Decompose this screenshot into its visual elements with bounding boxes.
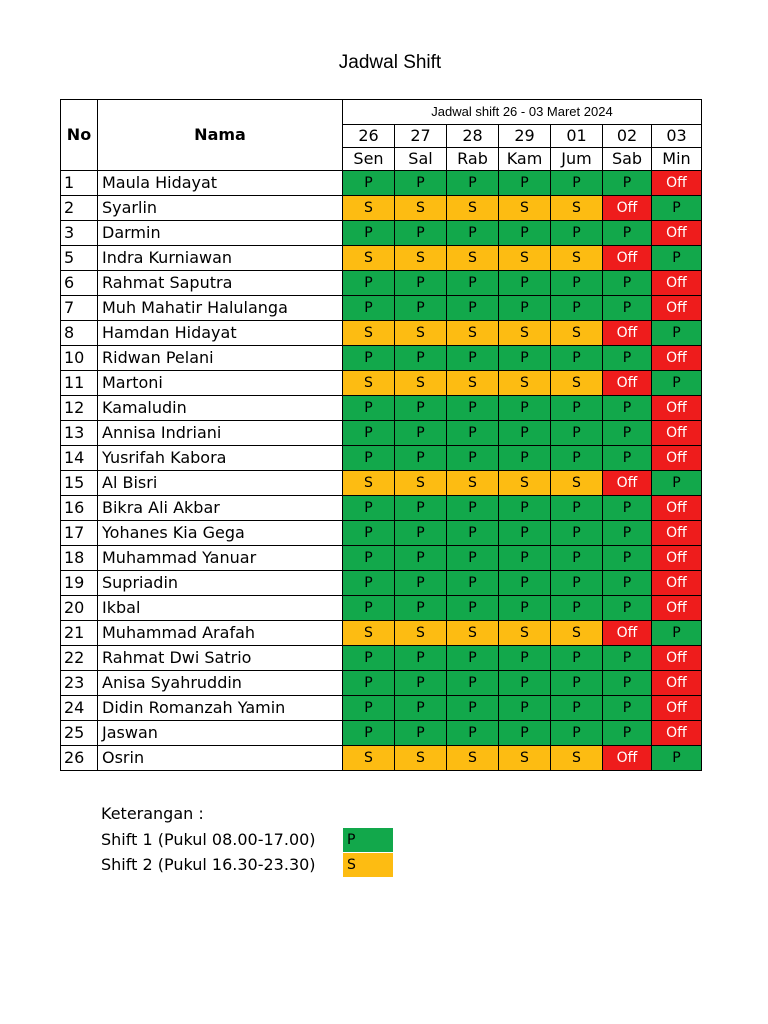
shift-cell: Off — [652, 496, 702, 521]
shift-cell: P — [499, 421, 551, 446]
shift-cell: P — [499, 596, 551, 621]
row-number: 8 — [61, 321, 98, 346]
table-row — [61, 446, 702, 471]
shift-cell: P — [343, 421, 395, 446]
shift-cell: Off — [652, 721, 702, 746]
legend-item-shift-2 — [101, 853, 356, 877]
shift-cell: S — [343, 621, 395, 646]
shift-cell: Off — [652, 646, 702, 671]
shift-cell: P — [652, 621, 702, 646]
shift-cell: P — [499, 171, 551, 196]
shift-cell: P — [499, 571, 551, 596]
shift-cell: S — [551, 246, 603, 271]
table-row — [61, 471, 702, 496]
shift-cell: P — [447, 446, 499, 471]
employee-name: Ridwan Pelani — [98, 346, 343, 371]
shift-cell: P — [603, 596, 652, 621]
shift-cell: P — [343, 171, 395, 196]
shift-cell: Off — [652, 421, 702, 446]
shift-cell: P — [551, 496, 603, 521]
shift-cell: P — [603, 346, 652, 371]
header-period: Jadwal shift 26 - 03 Maret 2024 — [343, 100, 702, 125]
shift-cell: P — [447, 521, 499, 546]
employee-name: Annisa Indriani — [98, 421, 343, 446]
employee-name: Syarlin — [98, 196, 343, 221]
shift-cell: S — [447, 246, 499, 271]
row-number: 19 — [61, 571, 98, 596]
shift-cell: P — [499, 346, 551, 371]
shift-cell: P — [395, 496, 447, 521]
employee-name: Jaswan — [98, 721, 343, 746]
row-number: 13 — [61, 421, 98, 446]
shift-cell: S — [395, 196, 447, 221]
shift-cell: P — [395, 671, 447, 696]
shift-cell: P — [551, 446, 603, 471]
shift-cell: Off — [603, 371, 652, 396]
table-row — [61, 271, 702, 296]
shift-cell: P — [603, 571, 652, 596]
shift-cell: Off — [652, 571, 702, 596]
employee-name: Muh Mahatir Halulanga — [98, 296, 343, 321]
employee-name: Indra Kurniawan — [98, 246, 343, 271]
table-row — [61, 746, 702, 771]
employee-name: Hamdan Hidayat — [98, 321, 343, 346]
shift-cell: S — [447, 196, 499, 221]
shift-cell: P — [652, 471, 702, 496]
shift-cell: P — [551, 671, 603, 696]
employee-name: Yusrifah Kabora — [98, 446, 343, 471]
row-number: 24 — [61, 696, 98, 721]
table-row — [61, 396, 702, 421]
shift-cell: P — [395, 571, 447, 596]
employee-name: Rahmat Saputra — [98, 271, 343, 296]
shift-cell: Off — [652, 346, 702, 371]
employee-name: Kamaludin — [98, 396, 343, 421]
shift-cell: P — [343, 221, 395, 246]
table-row — [61, 671, 702, 696]
row-number: 14 — [61, 446, 98, 471]
shift-cell: S — [395, 371, 447, 396]
shift-cell: P — [395, 171, 447, 196]
legend-label: Shift 2 (Pukul 16.30-23.30) — [101, 855, 316, 874]
shift-cell: S — [343, 471, 395, 496]
table-row — [61, 246, 702, 271]
shift-cell: S — [499, 371, 551, 396]
shift-cell: P — [551, 296, 603, 321]
shift-cell: S — [395, 471, 447, 496]
shift-cell: P — [499, 271, 551, 296]
employee-name: Rahmat Dwi Satrio — [98, 646, 343, 671]
shift-cell: P — [447, 671, 499, 696]
legend-title: Keterangan : — [101, 804, 204, 823]
row-number: 12 — [61, 396, 98, 421]
day-header-cell: Jum — [551, 148, 603, 171]
table-row — [61, 196, 702, 221]
shift-cell: Off — [652, 546, 702, 571]
shift-cell: P — [603, 296, 652, 321]
shift-cell: P — [447, 646, 499, 671]
shift-cell: S — [395, 621, 447, 646]
day-header-cell: Min — [652, 148, 702, 171]
shift-cell: P — [395, 421, 447, 446]
shift-cell: P — [499, 546, 551, 571]
shift-cell: P — [447, 571, 499, 596]
table-row — [61, 596, 702, 621]
row-number: 1 — [61, 171, 98, 196]
employee-name: Martoni — [98, 371, 343, 396]
shift-cell: P — [343, 521, 395, 546]
employee-name: Al Bisri — [98, 471, 343, 496]
employee-name: Muhammad Arafah — [98, 621, 343, 646]
date-header-cell: 02 — [603, 125, 652, 148]
shift-cell: P — [652, 371, 702, 396]
shift-schedule-table — [60, 99, 702, 771]
day-header-cell: Sen — [343, 148, 395, 171]
row-number: 17 — [61, 521, 98, 546]
shift-cell: P — [343, 571, 395, 596]
table-row — [61, 621, 702, 646]
employee-name: Yohanes Kia Gega — [98, 521, 343, 546]
header-nama: Nama — [98, 100, 343, 171]
row-number: 2 — [61, 196, 98, 221]
shift-cell: P — [603, 171, 652, 196]
shift-cell: P — [603, 446, 652, 471]
shift-cell: S — [499, 196, 551, 221]
shift-cell: P — [343, 546, 395, 571]
employee-name: Didin Romanzah Yamin — [98, 696, 343, 721]
shift-cell: P — [447, 396, 499, 421]
shift-cell: S — [499, 746, 551, 771]
shift-cell: P — [551, 546, 603, 571]
date-header-cell: 29 — [499, 125, 551, 148]
shift-cell: S — [551, 371, 603, 396]
shift-cell: P — [499, 721, 551, 746]
shift-cell: P — [603, 421, 652, 446]
table-row — [61, 696, 702, 721]
shift-cell: S — [343, 746, 395, 771]
shift-cell: S — [395, 246, 447, 271]
shift-cell: P — [343, 346, 395, 371]
shift-cell: P — [395, 721, 447, 746]
shift-cell: P — [603, 646, 652, 671]
row-number: 20 — [61, 596, 98, 621]
shift-cell: P — [603, 546, 652, 571]
shift-cell: P — [499, 221, 551, 246]
shift-cell: P — [551, 571, 603, 596]
shift-cell: P — [447, 271, 499, 296]
shift-cell: S — [447, 621, 499, 646]
shift-cell: P — [603, 271, 652, 296]
row-number: 16 — [61, 496, 98, 521]
shift-cell: P — [603, 696, 652, 721]
shift-cell: P — [395, 446, 447, 471]
shift-cell: P — [652, 321, 702, 346]
table-row — [61, 496, 702, 521]
table-row — [61, 721, 702, 746]
shift-cell: Off — [652, 521, 702, 546]
shift-cell: S — [551, 321, 603, 346]
shift-cell: S — [499, 246, 551, 271]
table-row — [61, 321, 702, 346]
row-number: 5 — [61, 246, 98, 271]
shift-cell: P — [551, 521, 603, 546]
shift-cell: P — [447, 421, 499, 446]
row-number: 18 — [61, 546, 98, 571]
shift-cell: P — [551, 596, 603, 621]
shift-cell: P — [499, 296, 551, 321]
row-number: 15 — [61, 471, 98, 496]
shift-cell: Off — [652, 396, 702, 421]
shift-cell: P — [551, 721, 603, 746]
table-row — [61, 371, 702, 396]
table-row — [61, 571, 702, 596]
shift-cell: P — [447, 696, 499, 721]
shift-cell: P — [343, 271, 395, 296]
shift-cell: P — [603, 221, 652, 246]
legend-label: Shift 1 (Pukul 08.00-17.00) — [101, 830, 316, 849]
shift-cell: S — [447, 371, 499, 396]
shift-cell: Off — [652, 171, 702, 196]
legend-item-shift-1 — [101, 828, 356, 852]
shift-cell: P — [395, 696, 447, 721]
shift-cell: S — [447, 471, 499, 496]
legend-swatch-s: S — [343, 853, 393, 877]
employee-name: Anisa Syahruddin — [98, 671, 343, 696]
shift-cell: P — [343, 296, 395, 321]
shift-cell: P — [447, 596, 499, 621]
shift-cell: P — [447, 296, 499, 321]
shift-cell: Off — [603, 746, 652, 771]
legend-swatch-p: P — [343, 828, 393, 852]
shift-cell: P — [551, 396, 603, 421]
shift-cell: P — [603, 496, 652, 521]
table-row — [61, 221, 702, 246]
shift-cell: S — [343, 246, 395, 271]
shift-cell: P — [343, 646, 395, 671]
shift-cell: P — [395, 296, 447, 321]
table-row — [61, 296, 702, 321]
shift-cell: P — [395, 221, 447, 246]
legend — [101, 802, 356, 878]
table-row — [61, 171, 702, 196]
shift-cell: S — [499, 321, 551, 346]
shift-cell: S — [343, 371, 395, 396]
shift-cell: P — [551, 421, 603, 446]
shift-cell: P — [447, 221, 499, 246]
shift-cell: P — [343, 671, 395, 696]
shift-cell: P — [447, 346, 499, 371]
shift-cell: S — [551, 196, 603, 221]
shift-cell: S — [551, 471, 603, 496]
shift-cell: P — [551, 696, 603, 721]
employee-name: Supriadin — [98, 571, 343, 596]
row-number: 6 — [61, 271, 98, 296]
shift-cell: P — [652, 746, 702, 771]
shift-cell: P — [603, 671, 652, 696]
row-number: 3 — [61, 221, 98, 246]
shift-cell: S — [447, 746, 499, 771]
shift-cell: P — [447, 546, 499, 571]
shift-cell: P — [395, 271, 447, 296]
shift-cell: P — [499, 521, 551, 546]
employee-name: Maula Hidayat — [98, 171, 343, 196]
schedule-body — [61, 171, 702, 771]
day-header-cell: Kam — [499, 148, 551, 171]
shift-cell: P — [499, 446, 551, 471]
row-number: 25 — [61, 721, 98, 746]
shift-cell: P — [343, 446, 395, 471]
employee-name: Bikra Ali Akbar — [98, 496, 343, 521]
shift-cell: P — [395, 596, 447, 621]
table-row — [61, 646, 702, 671]
row-number: 22 — [61, 646, 98, 671]
shift-cell: P — [551, 221, 603, 246]
row-number: 26 — [61, 746, 98, 771]
shift-cell: Off — [603, 471, 652, 496]
row-number: 11 — [61, 371, 98, 396]
row-number: 23 — [61, 671, 98, 696]
shift-cell: Off — [603, 246, 652, 271]
table-row — [61, 546, 702, 571]
shift-cell: P — [499, 646, 551, 671]
date-header-cell: 26 — [343, 125, 395, 148]
shift-cell: P — [343, 596, 395, 621]
shift-cell: P — [343, 696, 395, 721]
shift-cell: Off — [652, 671, 702, 696]
shift-cell: Off — [652, 446, 702, 471]
shift-cell: P — [343, 721, 395, 746]
day-header-cell: Sab — [603, 148, 652, 171]
shift-cell: Off — [652, 696, 702, 721]
shift-cell: P — [499, 671, 551, 696]
day-header-cell: Rab — [447, 148, 499, 171]
shift-cell: P — [343, 396, 395, 421]
shift-cell: P — [603, 721, 652, 746]
shift-cell: P — [652, 246, 702, 271]
header-no: No — [61, 100, 98, 171]
shift-cell: Off — [603, 321, 652, 346]
shift-cell: P — [447, 171, 499, 196]
shift-cell: S — [551, 746, 603, 771]
shift-cell: S — [499, 471, 551, 496]
shift-cell: Off — [652, 221, 702, 246]
day-header-cell: Sal — [395, 148, 447, 171]
shift-cell: P — [603, 521, 652, 546]
date-header-cell: 01 — [551, 125, 603, 148]
shift-cell: Off — [652, 271, 702, 296]
shift-cell: P — [343, 496, 395, 521]
shift-cell: P — [395, 396, 447, 421]
shift-cell: P — [447, 721, 499, 746]
shift-cell: S — [343, 196, 395, 221]
shift-cell: S — [343, 321, 395, 346]
shift-cell: Off — [603, 621, 652, 646]
shift-cell: P — [551, 346, 603, 371]
table-row — [61, 421, 702, 446]
row-number: 21 — [61, 621, 98, 646]
date-header-cell: 27 — [395, 125, 447, 148]
shift-cell: S — [551, 621, 603, 646]
shift-cell: S — [447, 321, 499, 346]
shift-cell: S — [395, 746, 447, 771]
table-row — [61, 521, 702, 546]
shift-cell: P — [447, 496, 499, 521]
shift-cell: P — [652, 196, 702, 221]
shift-cell: Off — [603, 196, 652, 221]
shift-cell: P — [395, 546, 447, 571]
employee-name: Darmin — [98, 221, 343, 246]
shift-cell: P — [551, 646, 603, 671]
shift-cell: P — [603, 396, 652, 421]
shift-cell: S — [395, 321, 447, 346]
shift-cell: P — [551, 271, 603, 296]
shift-cell: P — [395, 646, 447, 671]
employee-name: Ikbal — [98, 596, 343, 621]
shift-cell: S — [499, 621, 551, 646]
employee-name: Osrin — [98, 746, 343, 771]
page-title: Jadwal Shift — [338, 52, 442, 73]
shift-cell: P — [499, 396, 551, 421]
shift-cell: Off — [652, 596, 702, 621]
table-row — [61, 346, 702, 371]
shift-cell: P — [499, 696, 551, 721]
shift-cell: P — [551, 171, 603, 196]
date-header-cell: 28 — [447, 125, 499, 148]
shift-cell: P — [395, 346, 447, 371]
shift-cell: P — [395, 521, 447, 546]
date-header-cell: 03 — [652, 125, 702, 148]
shift-cell: Off — [652, 296, 702, 321]
row-number: 10 — [61, 346, 98, 371]
employee-name: Muhammad Yanuar — [98, 546, 343, 571]
shift-cell: P — [499, 496, 551, 521]
row-number: 7 — [61, 296, 98, 321]
